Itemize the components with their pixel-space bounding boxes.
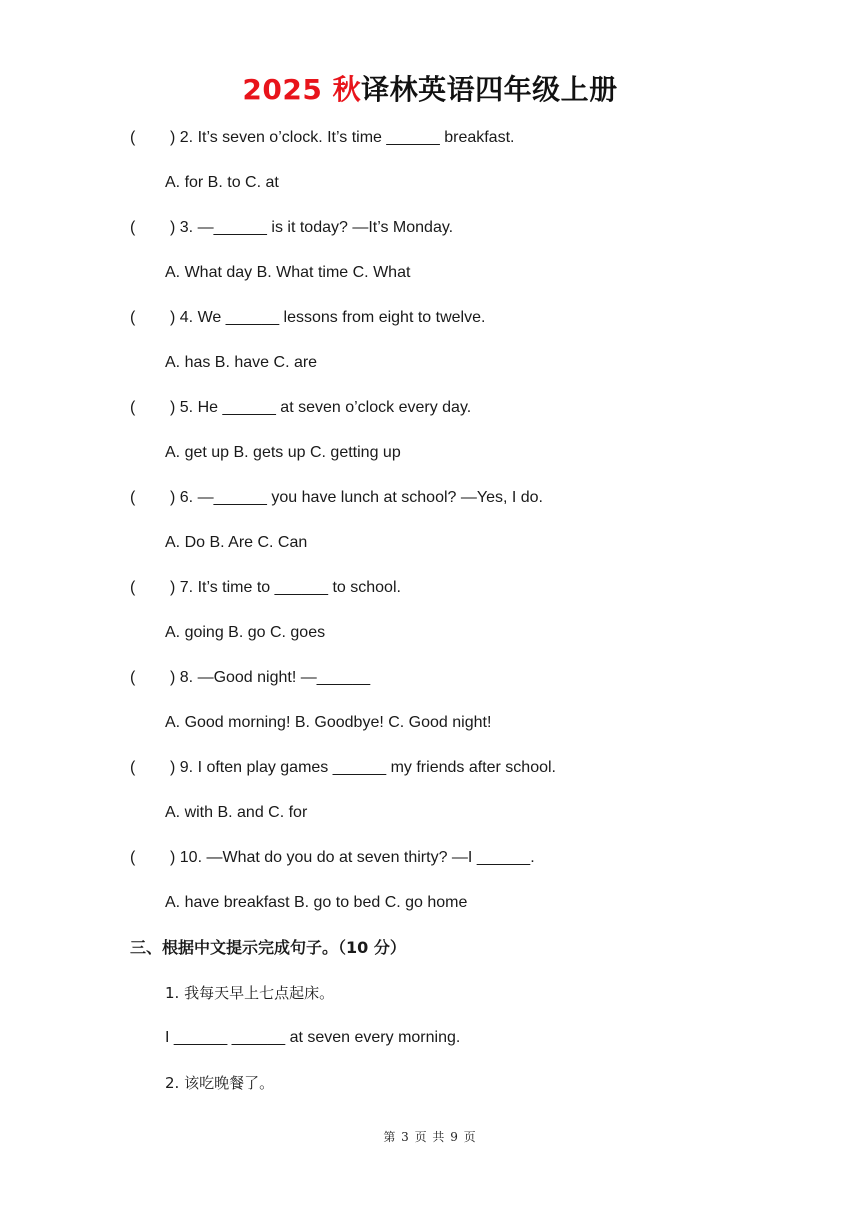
section-3-item-2-prompt: 2. 该吃晚餐了。 [165, 1074, 275, 1092]
question-text: ) 6. —______ you have lunch at school? —Yes, I do. [170, 489, 543, 506]
answer-bracket: ( [130, 129, 136, 146]
question-9 [130, 752, 790, 797]
question-10 [130, 842, 790, 887]
question-2 [130, 122, 790, 167]
question-8 [130, 662, 790, 707]
question-4-options: A. has B. have C. are [165, 354, 318, 371]
question-text: ) 3. —______ is it today? —It’s Monday. [170, 219, 454, 236]
question-8-options: A. Good morning! B. Goodbye! C. Good night! [165, 714, 492, 731]
question-text: ) 9. I often play games ______ my friends after school. [170, 759, 556, 776]
question-list [130, 122, 790, 1112]
question-text: ) 10. —What do you do at seven thirty? —I ______. [170, 849, 535, 866]
title-year: 2025 秋 [242, 73, 362, 106]
question-2-options: A. for B. to C. at [165, 174, 279, 191]
answer-bracket: ( [130, 849, 136, 866]
answer-bracket: ( [130, 759, 136, 776]
answer-bracket: ( [130, 399, 136, 416]
page-number-footer: 第 3 页 共 9 页 [383, 1130, 477, 1144]
question-text: ) 4. We ______ lessons from eight to twelve. [170, 309, 486, 326]
answer-bracket: ( [130, 309, 136, 326]
question-5 [130, 392, 790, 437]
question-text: ) 2. It’s seven o’clock. It’s time ______ breakfast. [170, 129, 515, 146]
section-3-heading: 三、根据中文提示完成句子。（10 分） [130, 938, 406, 957]
question-text: ) 8. —Good night! —______ [170, 669, 371, 686]
title-text: 译林英语四年级上册 [361, 73, 618, 106]
question-6 [130, 482, 790, 527]
question-10-options: A. have breakfast B. go to bed C. go home [165, 894, 468, 911]
section-3-item-1-prompt: 1. 我每天早上七点起床。 [165, 984, 335, 1002]
question-text: ) 5. He ______ at seven o’clock every day. [170, 399, 472, 416]
page-title [0, 70, 860, 110]
answer-bracket: ( [130, 579, 136, 596]
question-6-options: A. Do B. Are C. Can [165, 534, 308, 551]
question-text: ) 7. It’s time to ______ to school. [170, 579, 401, 596]
question-7 [130, 572, 790, 617]
answer-bracket: ( [130, 669, 136, 686]
question-7-options: A. going B. go C. goes [165, 624, 326, 641]
question-3 [130, 212, 790, 257]
question-9-options: A. with B. and C. for [165, 804, 308, 821]
question-4 [130, 302, 790, 347]
section-3-item-1-sentence: I ______ ______ at seven every morning. [165, 1029, 461, 1046]
question-5-options: A. get up B. gets up C. getting up [165, 444, 401, 461]
answer-bracket: ( [130, 219, 136, 236]
answer-bracket: ( [130, 489, 136, 506]
question-3-options: A. What day B. What time C. What [165, 264, 411, 281]
